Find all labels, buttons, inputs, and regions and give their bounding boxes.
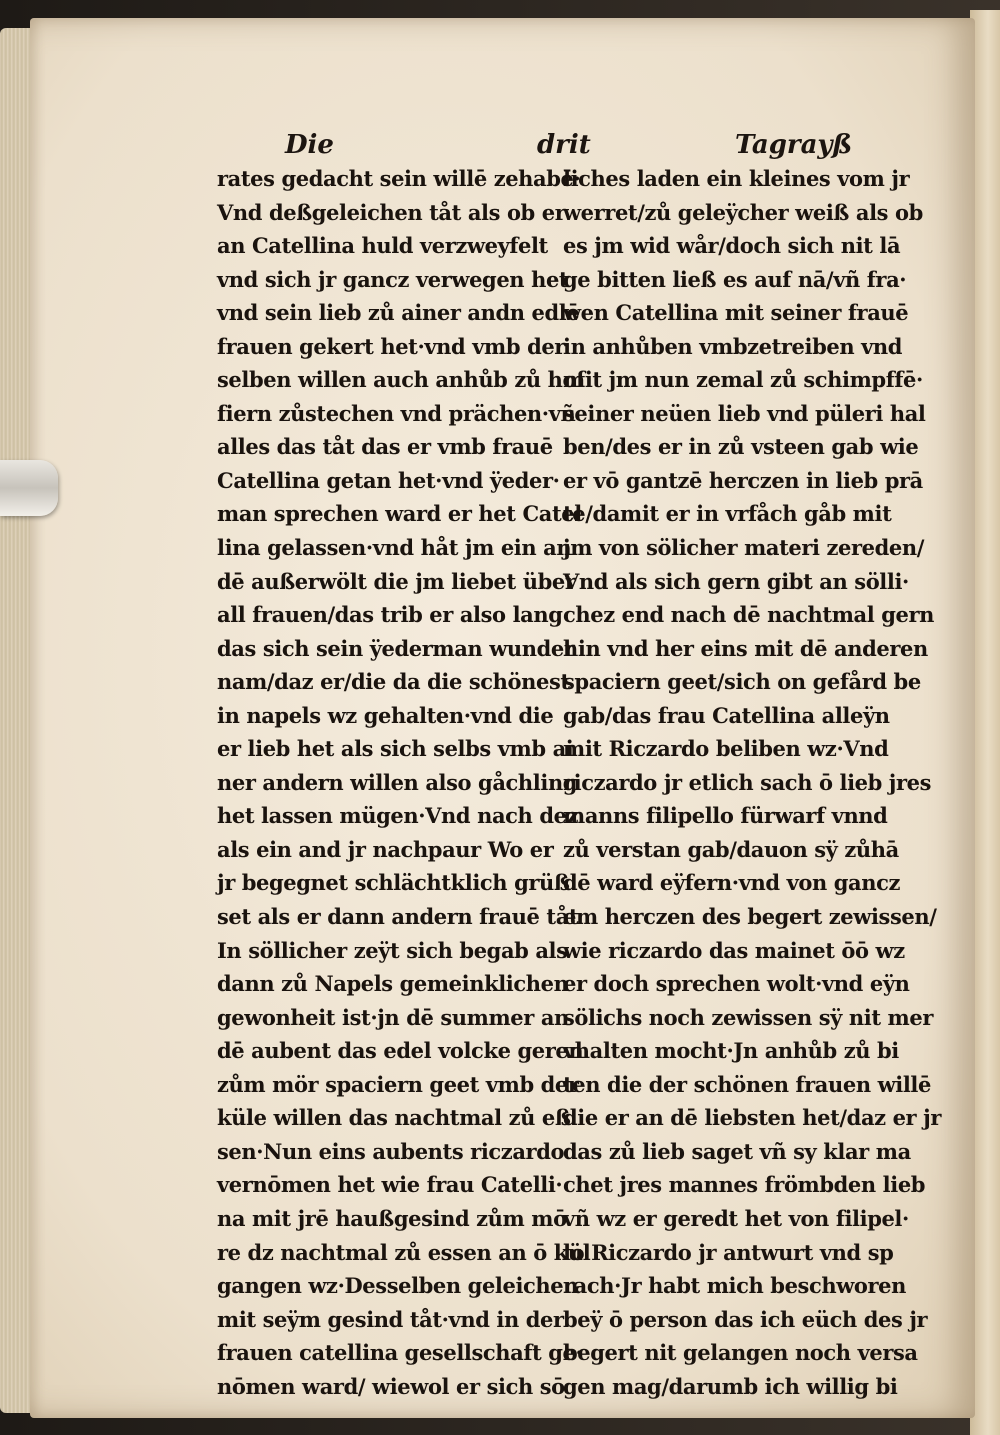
text-line: vhalten mocht·Jn anhůb zů bi	[563, 1038, 899, 1064]
text-line: zů verstan gab/dauon sÿ zůhā	[563, 836, 899, 862]
text-line: na mit jrē haußgesind zům mō	[217, 1205, 567, 1231]
text-line: er lieb het als sich selbs vmb ai	[217, 736, 574, 762]
text-line: Catellina getan het·vnd ÿeder·	[217, 467, 560, 493]
text-line: dē außerwölt die jm liebet über	[217, 568, 576, 594]
text-line: het lassen mügen·Vnd nach dez	[217, 803, 579, 829]
text-line: rach·Jr habt mich beschworen	[563, 1273, 906, 1299]
text-line: dē ward eÿfern·vnd von gancz	[563, 870, 901, 896]
text-line: die er an dē liebsten het/daz er jr	[563, 1105, 941, 1131]
text-line: ben/des er in zů vsteen gab wie	[563, 434, 919, 460]
text-line: re dz nachtmal zů essen an ō kül	[217, 1239, 591, 1265]
text-line: wie riczardo das mainet ōō wz	[563, 937, 905, 963]
text-line: riczardo jr etlich sach ō lieb jres	[563, 769, 932, 795]
text-line: mit seÿm gesind tåt·vnd in der	[217, 1306, 564, 1332]
text-line: küle willen das nachtmal zů eß	[217, 1105, 571, 1131]
text-line: lo Riczardo jr antwurt vnd sp	[563, 1239, 894, 1265]
page-clip	[0, 460, 58, 516]
text-line: frauen catellina gesellschaft ge·	[217, 1340, 583, 1366]
text-line: als ein and jr nachpaur Wo er	[217, 836, 554, 862]
text-line: sen·Nun eins aubents riczardo	[217, 1138, 565, 1164]
text-line: em herczen des begert zewissen/	[563, 904, 937, 930]
text-line: vnd sein lieb zů ainer andn edlē	[217, 300, 580, 326]
text-line: lina gelassen·vnd håt jm ein an	[217, 535, 572, 561]
text-line: beÿ ō person das ich eüch des jr	[563, 1306, 928, 1332]
text-line: ner andern willen also gåchling	[217, 769, 578, 795]
text-line: hin vnd her eins mit dē anderen	[563, 635, 928, 661]
running-header	[285, 130, 853, 166]
text-line: seiner neüen lieb vnd püleri hal	[563, 400, 926, 426]
text-line: Vnd deßgeleichen tåt als ob er	[217, 199, 566, 225]
text-line: er doch sprechen wolt·vnd eÿn	[563, 971, 910, 997]
text-line: Vnd als sich gern gibt an sölli·	[563, 568, 909, 594]
text-line: man sprechen ward er het Catel	[217, 501, 582, 527]
text-line: alles das tåt das er vmb frauē	[217, 434, 553, 460]
text-line: dann zů Napels gemeinklichen	[217, 971, 569, 997]
text-line: in anhůben vmbzetreiben vnd	[563, 333, 903, 359]
text-line: jm von sölicher materi zereden/	[563, 535, 925, 561]
text-line: ten die der schönen frauen willē	[563, 1071, 931, 1097]
text-line: chez end nach dē nachtmal gern	[563, 602, 934, 628]
text-line: chet jres mannes frömbden lieb	[563, 1172, 926, 1198]
text-line: gangen wz·Desselben geleichen	[217, 1273, 579, 1299]
text-line: jr begegnet schlächtklich grüß	[217, 870, 570, 896]
header-right: Tagrayß	[735, 130, 853, 160]
text-line: das sich sein ÿederman wunder	[217, 635, 575, 661]
text-line: ge bitten ließ es auf nā/vñ fra·	[563, 266, 907, 292]
text-line: an Catellina huld verzweyfelt	[217, 233, 548, 259]
text-line: set als er dann andern frauē tåt	[217, 904, 579, 930]
text-line: te/damit er in vrfåch gåb mit	[563, 501, 892, 527]
text-line: zům mör spaciern geet vmb der	[217, 1071, 579, 1097]
header-left: Die	[285, 130, 334, 160]
left-text-column	[217, 162, 591, 1403]
text-line: in napels wz gehalten·vnd die	[217, 702, 554, 728]
text-line: gab/das frau Catellina alleÿn	[563, 702, 890, 728]
text-line: das zů lieb saget vñ sy klar ma	[563, 1138, 911, 1164]
text-line: er vō gantzē herczen in lieb prā	[563, 467, 923, 493]
text-line: selben willen auch anhůb zů hof	[217, 367, 585, 393]
text-line: gewonheit ist·jn dē summer an	[217, 1004, 569, 1030]
text-line: rates gedacht sein willē zehabē·	[217, 166, 581, 191]
right-text-column	[563, 162, 941, 1403]
text-line: begert nit gelangen noch versa	[563, 1340, 918, 1366]
header-middle: drit	[537, 130, 591, 160]
text-line: nam/daz er/die da die schönest	[217, 669, 570, 695]
text-line: dē aubent das edel volcke geren	[217, 1038, 584, 1064]
text-line: vernōmen het wie frau Catelli·	[217, 1172, 563, 1198]
text-line: werret/zů geleÿcher weiß als ob	[563, 199, 923, 225]
text-line: mit jm nun zemal zů schimpffē·	[563, 367, 923, 393]
text-line: liches laden ein kleines vom jr	[563, 166, 910, 191]
text-line: vnd sich jr gancz verwegen het	[217, 266, 569, 292]
text-line: es jm wid wår/doch sich nit lā	[563, 233, 901, 259]
text-line: gen mag/darumb ich willig bi	[563, 1373, 898, 1399]
text-line: fiern zůstechen vnd prächen·vñ	[217, 400, 576, 426]
text-line: In söllicher zeÿt sich begab als	[217, 937, 568, 963]
text-line: nōmen ward/ wiewol er sich sō	[217, 1373, 565, 1399]
text-line: mit Riczardo beliben wz·Vnd	[563, 736, 889, 762]
text-line: wen Catellina mit seiner frauē	[563, 300, 909, 326]
text-line: all frauen/das trib er also lang	[217, 602, 563, 628]
text-line: vñ wz er geredt het von filipel·	[563, 1205, 909, 1231]
text-line: sölichs noch zewissen sÿ nit mer	[563, 1004, 933, 1030]
text-line: spaciern geet/sich on gefård be	[563, 669, 921, 695]
text-line: manns filipello fürwarf vnnd	[563, 803, 888, 829]
text-line: frauen gekert het·vnd vmb der	[217, 333, 565, 359]
